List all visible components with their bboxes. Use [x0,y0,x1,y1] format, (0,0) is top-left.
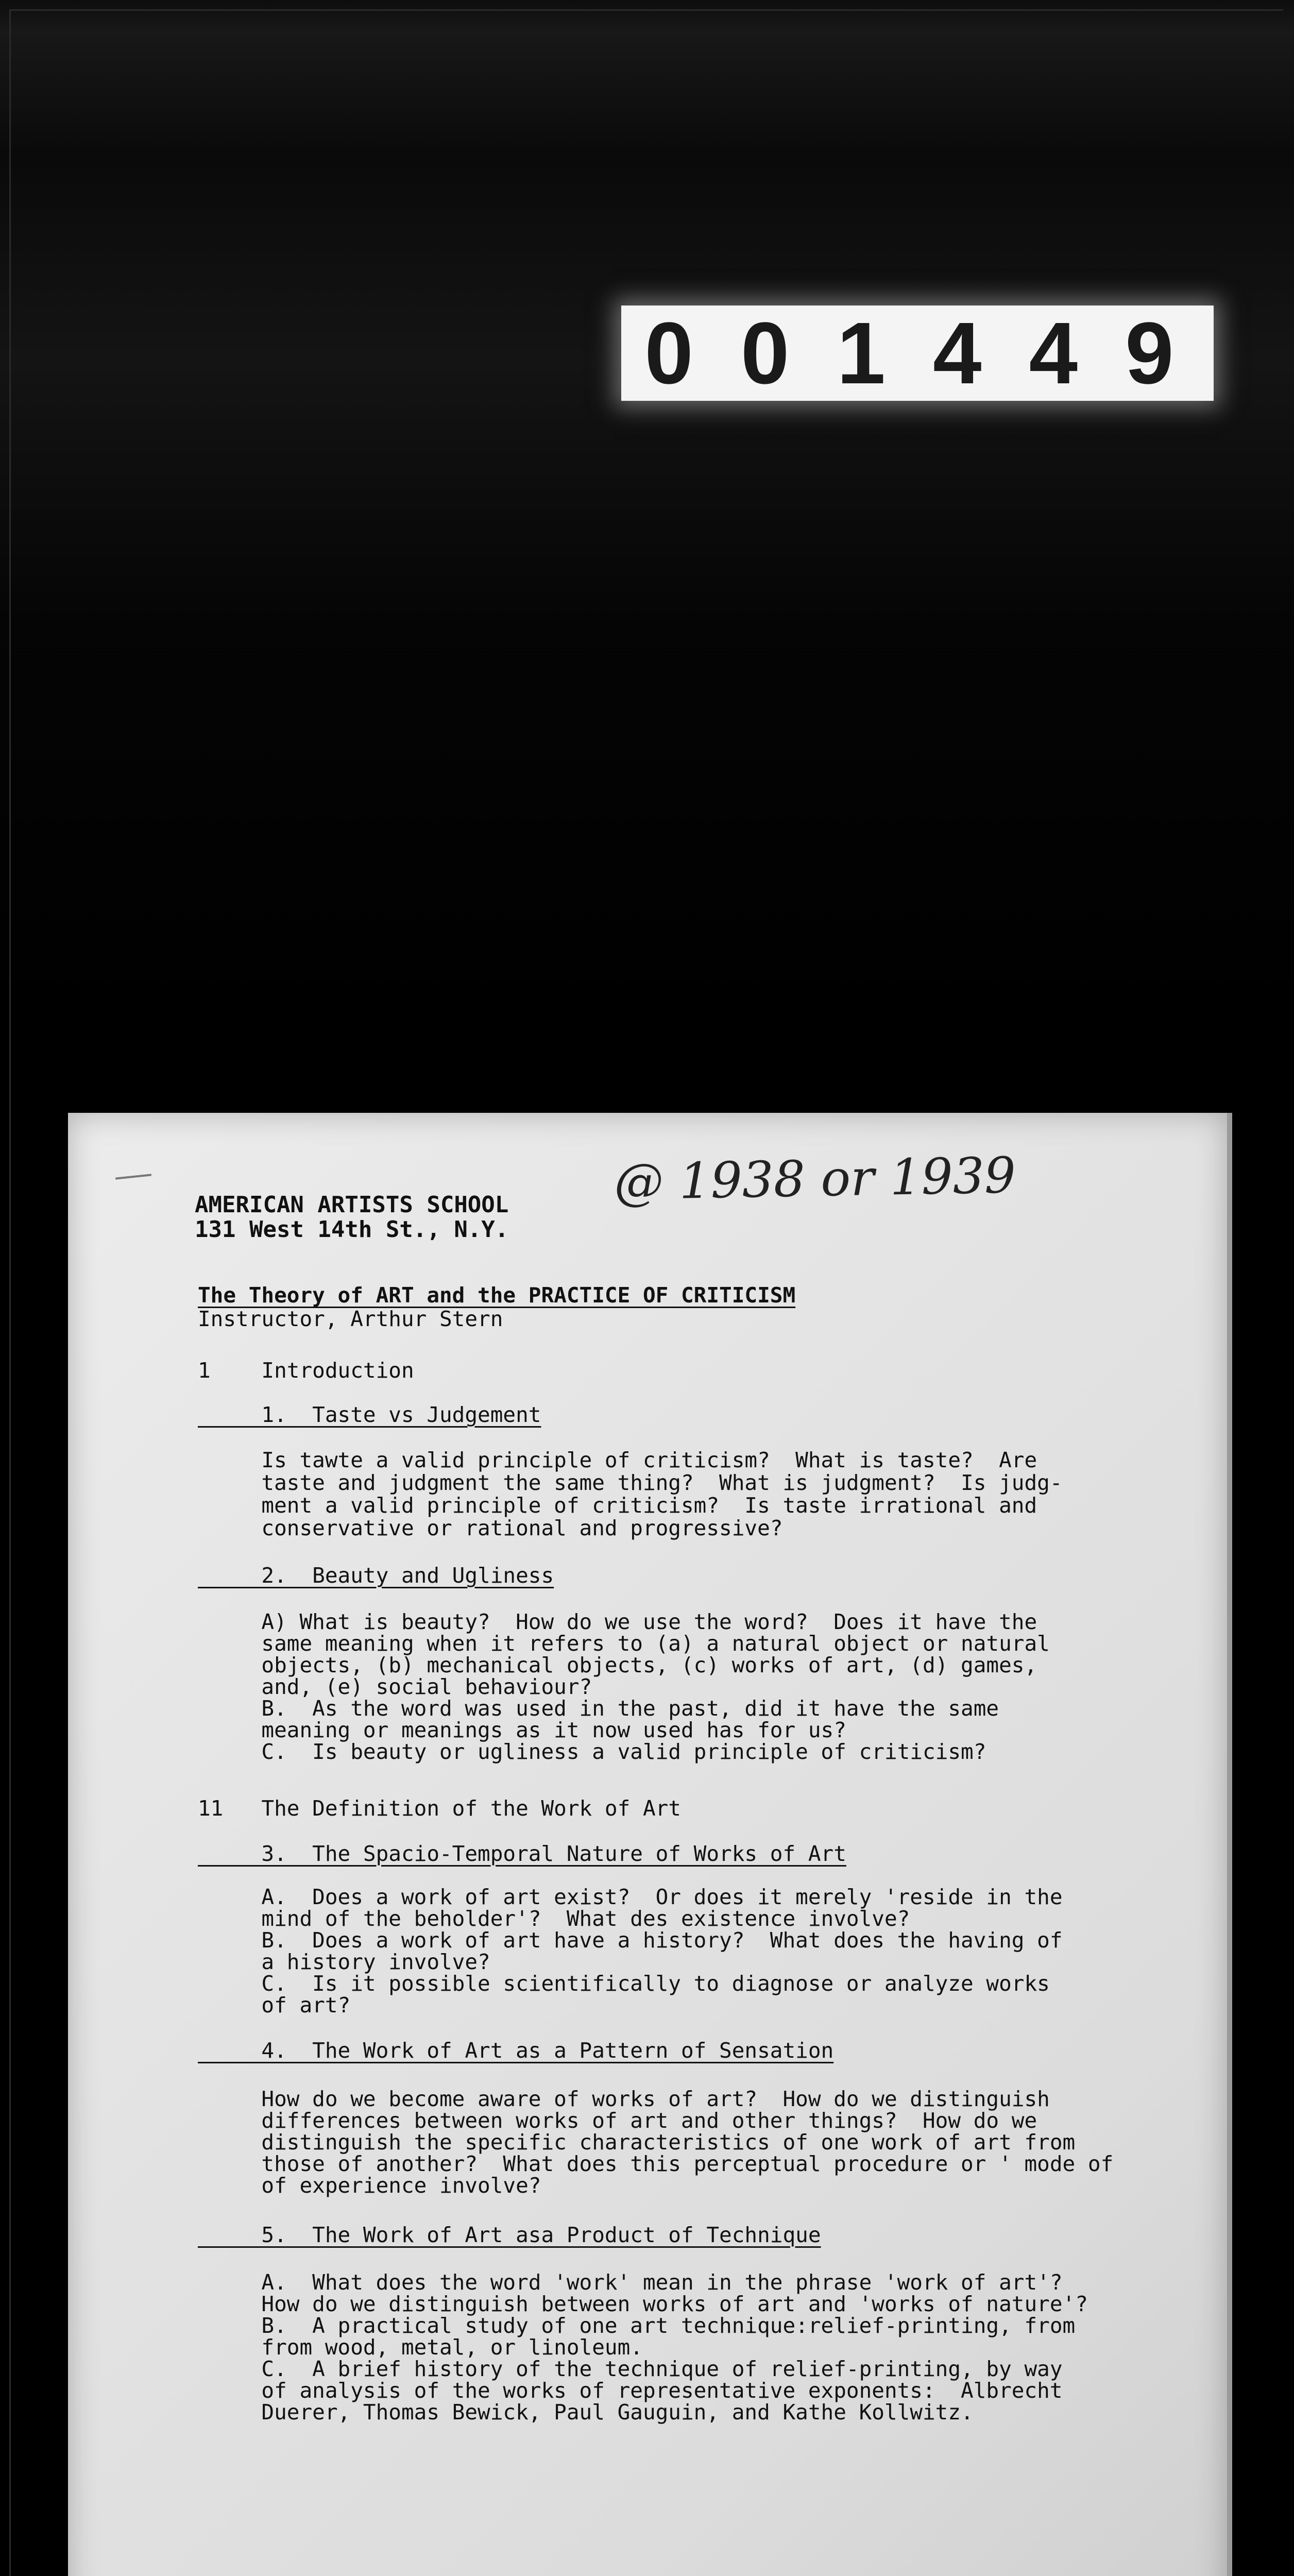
school-name: AMERICAN ARTISTS SCHOOL [195,1192,509,1218]
body-line: and, (e) social behaviour? [198,1674,592,1699]
body-line: those of another? What does this perceptual procedure or ' mode of [198,2151,1114,2176]
body-line: B. A practical study of one art technique:relief-printing, from [198,2313,1076,2338]
course-title: The Theory of ART and the PRACTICE OF CRITICISM [198,1283,796,1308]
section-heading: 3. The Spacio-Temporal Nature of Works of Art [198,1841,846,1866]
body-line: differences between works of art and other things? How do we [198,2108,1037,2133]
handwritten-date: @ 1938 or 1939 [614,1146,1016,1211]
page-edge [1227,1113,1232,2576]
body-line: conservative or rational and progressive? [198,1516,783,1540]
body-line: a history involve? [198,1950,490,1974]
body-line: C. Is beauty or ugliness a valid principle of criticism? [198,1739,986,1764]
section-heading: 4. The Work of Art as a Pattern of Sensation [198,2038,834,2063]
body-line: meaning or meanings as it now used has for us? [198,1718,846,1742]
body-line: from wood, metal, or linoleum. [198,2335,643,2360]
body-line: B. As the word was used in the past, did it have the same [198,1696,999,1721]
body-line: Is tawte a valid principle of criticism? What is taste? Are [198,1448,1037,1472]
body-line: B. Does a work of art have a history? What does the having of [198,1928,1063,1953]
body-line: C. Is it possible scientifically to diagnose or analyze works [198,1971,1050,1996]
body-line: 11 The Definition of the Work of Art [198,1796,681,1821]
section-heading: 5. The Work of Art asa Product of Technique [198,2223,821,2247]
section-heading: 2. Beauty and Ugliness [198,1563,554,1588]
body-line: taste and judgment the same thing? What is judgment? Is judg- [198,1470,1063,1495]
body-line: same meaning when it refers to (a) a natural object or natural [198,1631,1050,1656]
body-line: of analysis of the works of representative exponents: Albrecht [198,2378,1063,2403]
body-line: A) What is beauty? How do we use the word? Does it have the [198,1609,1037,1634]
body-line: How do we distinguish between works of art and 'works of nature'? [198,2292,1088,2316]
body-line: objects, (b) mechanical objects, (c) works of art, (d) games, [198,1653,1037,1677]
instructor: Instructor, Arthur Stern [198,1307,503,1331]
body-line: C. A brief history of the technique of relief-printing, by way [198,2357,1063,2381]
body-line: mind of the beholder'? What des existence involve? [198,1906,910,1931]
body-line: A. What does the word 'work' mean in the phrase 'work of art'? [198,2270,1063,2295]
school-address: 131 West 14th St., N.Y. [195,1216,509,1243]
body-line: ment a valid principle of criticism? Is taste irrational and [198,1493,1037,1518]
body-line: Duerer, Thomas Bewick, Paul Gauguin, and Kathe Kollwitz. [198,2400,974,2425]
body-line: of art? [198,1993,351,2018]
section-heading: 1. Taste vs Judgement [198,1402,541,1427]
body-line: How do we become aware of works of art? How do we distinguish [198,2087,1050,2111]
body-line: 1 Introduction [198,1358,414,1383]
body-line: of experience involve? [198,2173,541,2198]
frame-number: 001449 [621,306,1214,401]
body-line: distinguish the specific characteristics of one work of art from [198,2130,1076,2155]
body-line: A. Does a work of art exist? Or does it merely 'reside in the [198,1885,1063,1909]
